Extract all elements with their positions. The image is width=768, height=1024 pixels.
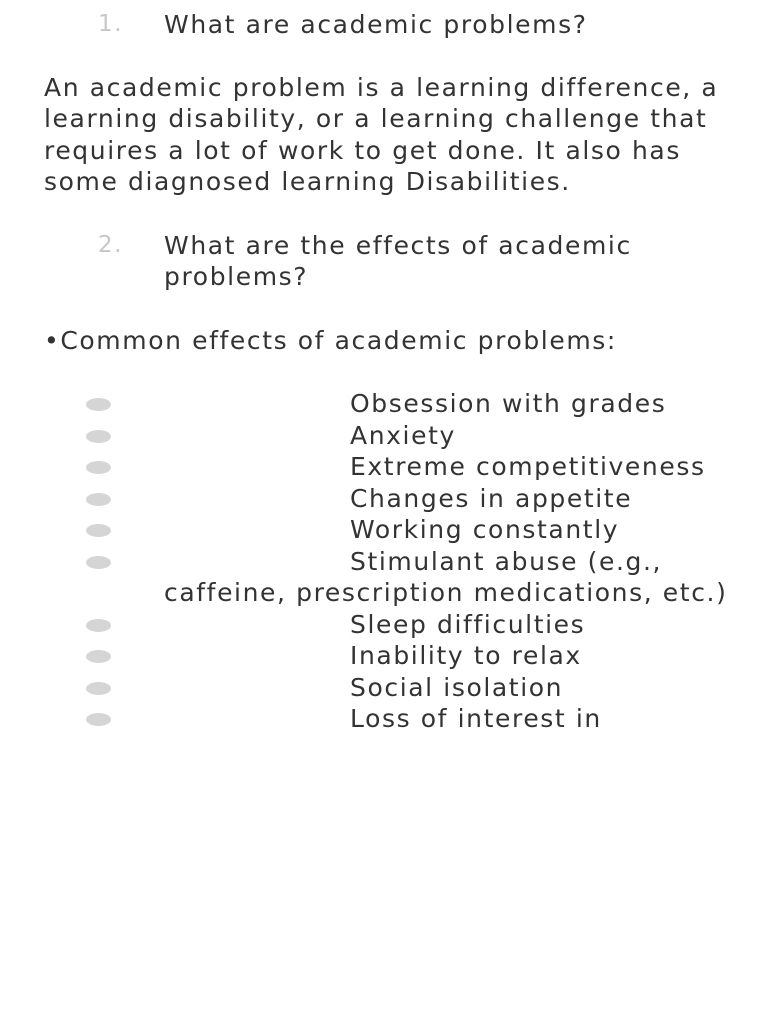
list-item-text: Anxiety: [350, 420, 456, 450]
document: [0, 9, 768, 735]
bullet-icon: [86, 682, 111, 695]
question-1: [0, 9, 768, 41]
list-item: [0, 483, 768, 515]
question-1-number: 1.: [98, 11, 124, 37]
list-item-text: Inability to relax: [350, 641, 582, 670]
list-item-text: Stimulant abuse (e.g., caffeine, prescription medications, etc.): [164, 546, 728, 607]
bullet-icon: [86, 713, 111, 726]
bullet-icon: [86, 619, 111, 632]
list-item-text: Social isolation: [350, 672, 564, 702]
list-item: [0, 640, 768, 672]
bullet-icon: [86, 398, 111, 411]
bullet-icon: [86, 430, 111, 443]
question-2: [0, 230, 768, 293]
effects-list: [0, 388, 768, 735]
list-item-text: Loss of interest in: [350, 704, 602, 733]
bullet-icon: [86, 461, 111, 474]
list-item-text: Extreme competitiveness: [350, 452, 706, 481]
answer-1-paragraph: An academic problem is a learning difference, a learning disability, or a learning challenge that requires a lot of work to get done. It also has some diagnosed learning Disabilities.: [44, 72, 719, 196]
list-item: [0, 672, 768, 704]
list-item: [0, 546, 768, 609]
list-item: [0, 420, 768, 452]
list-item: [0, 609, 768, 641]
list-item-text: Obsession with grades: [350, 389, 667, 418]
list-item: [0, 703, 768, 735]
effects-intro: •Common effects of academic problems:: [44, 325, 617, 355]
bullet-icon: [86, 524, 111, 537]
bullet-icon: [86, 556, 111, 569]
list-item: [0, 514, 768, 546]
list-item: [0, 451, 768, 483]
list-item-text: Changes in appetite: [350, 483, 633, 513]
question-1-text: What are academic problems?: [164, 10, 588, 39]
bullet-icon: [86, 650, 111, 663]
list-item-text: Sleep difficulties: [350, 609, 586, 639]
list-item: [0, 388, 768, 420]
question-2-number: 2.: [98, 231, 124, 258]
question-2-text: What are the effects of academic problems?: [164, 230, 632, 291]
list-item-text: Working constantly: [350, 515, 620, 544]
bullet-icon: [86, 493, 111, 506]
